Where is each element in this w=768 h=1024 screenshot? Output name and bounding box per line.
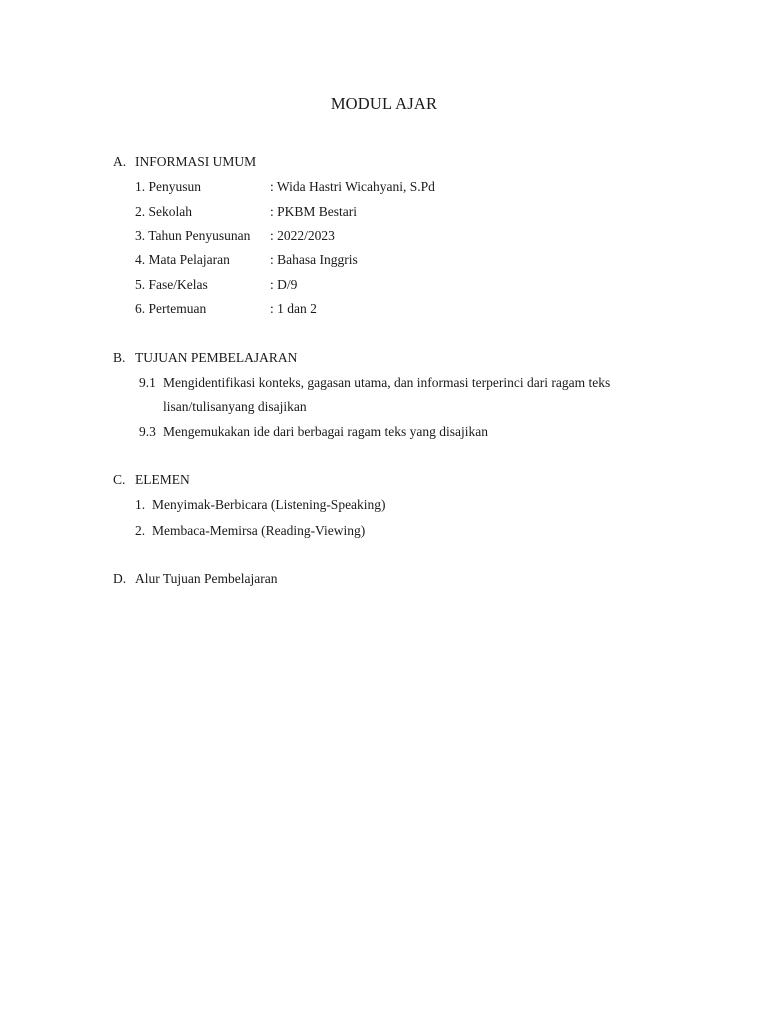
document-title: MODUL AJAR (330, 94, 438, 113)
objective-number: 9.1 (139, 375, 156, 390)
element-text: Membaca-Memirsa (Reading-Viewing) (152, 523, 366, 538)
objective-item (139, 375, 610, 391)
section-a-title: INFORMASI UMUM (135, 154, 257, 169)
info-label: 4. Mata Pelajaran (135, 252, 230, 267)
info-row-sekolah (135, 204, 357, 220)
element-number: 1. (135, 497, 146, 512)
section-c-title: ELEMEN (135, 472, 190, 487)
section-b-title: TUJUAN PEMBELAJARAN (135, 350, 298, 365)
objective-number: 9.3 (139, 424, 156, 439)
info-row-penyusun (135, 179, 435, 195)
section-b-heading (113, 350, 297, 366)
info-value: : 1 dan 2 (270, 301, 317, 316)
section-d-heading (113, 571, 277, 587)
section-d-title: Alur Tujuan Pembelajaran (135, 571, 278, 586)
info-label: 3. Tahun Penyusunan (135, 228, 251, 243)
info-row-pertemuan (135, 301, 317, 317)
element-item (135, 523, 365, 539)
info-row-fase (135, 277, 297, 293)
info-value: : 2022/2023 (270, 228, 335, 243)
section-c-heading (113, 472, 190, 488)
info-label: 5. Fase/Kelas (135, 277, 208, 292)
info-value: : Bahasa Inggris (270, 252, 358, 267)
objective-item (139, 424, 488, 440)
info-value: : PKBM Bestari (270, 204, 358, 219)
section-b-letter: B. (113, 350, 126, 365)
objective-text: Mengemukakan ide dari berbagai ragam teks yang disajikan (163, 424, 489, 439)
element-text: Menyimak-Berbicara (Listening-Speaking) (152, 497, 386, 512)
section-c-letter: C. (113, 472, 126, 487)
section-d-letter: D. (113, 571, 127, 586)
info-label: 6. Pertemuan (135, 301, 207, 316)
info-label: 2. Sekolah (135, 204, 192, 219)
element-number: 2. (135, 523, 146, 538)
info-value: : D/9 (270, 277, 298, 292)
info-row-tahun (135, 228, 335, 244)
objective-text: Mengidentifikasi konteks, gagasan utama, dan informasi terperinci dari ragam teks (163, 375, 611, 390)
objective-text-continued: lisan/tulisanyang disajikan (163, 399, 307, 414)
info-label: 1. Penyusun (135, 179, 202, 194)
element-item (135, 497, 386, 513)
info-row-mapel (135, 252, 358, 268)
section-a-heading (113, 154, 256, 170)
section-a-letter: A. (113, 154, 127, 169)
info-value: : Wida Hastri Wicahyani, S.Pd (270, 179, 435, 194)
